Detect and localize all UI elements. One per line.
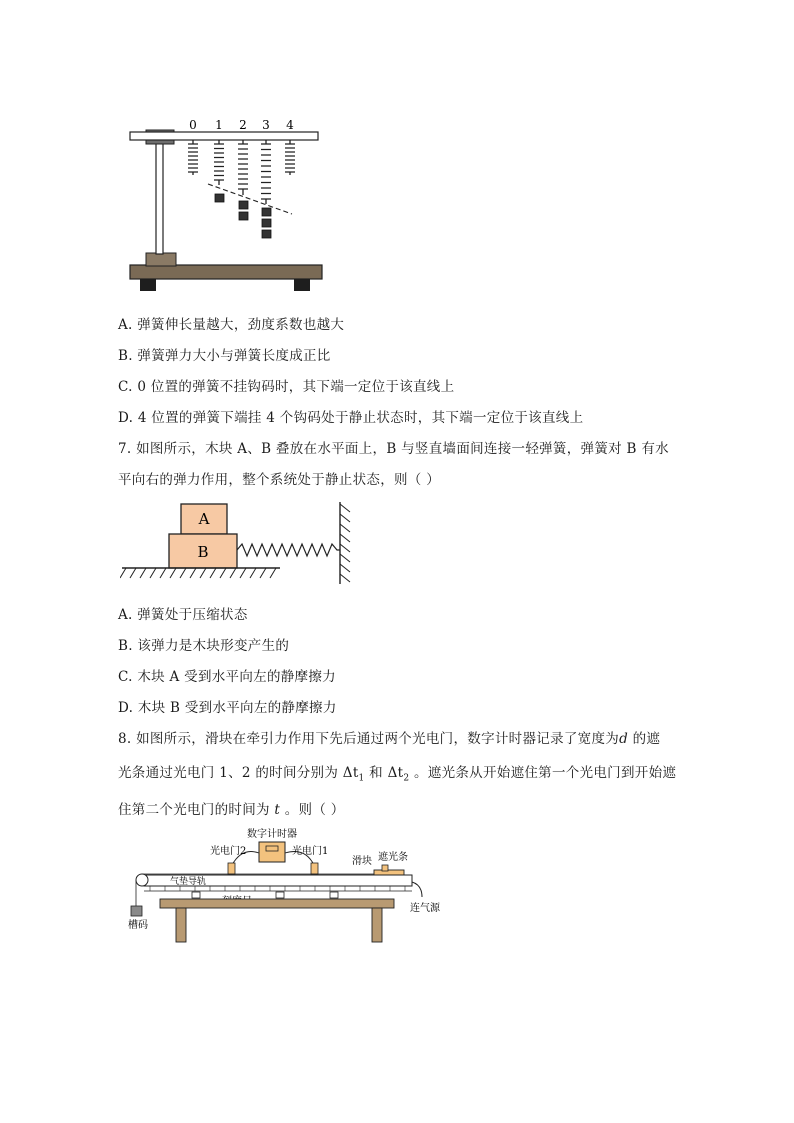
q6-option-c: C. 0 位置的弹簧不挂钩码时，其下端一定位于该直线上: [118, 379, 455, 395]
spring-2: [238, 140, 248, 195]
pulley: [136, 874, 148, 886]
light-gate-2: [228, 863, 235, 874]
table-top: [160, 899, 394, 908]
digital-timer: [259, 842, 285, 862]
block-b-label: B: [197, 543, 209, 561]
position-label: 0: [189, 118, 197, 132]
symbol-delta-t1: $\Delta t_1$: [342, 765, 365, 784]
symbol-d: d: [619, 731, 629, 747]
air-track-svg: [120, 825, 450, 947]
position-label: 1: [215, 118, 223, 132]
q8-stem-line3: 住第二个光电门的时间为 t 。则（ ）: [118, 802, 345, 818]
q7-option-c: C. 木块 A 受到水平向左的静摩擦力: [118, 669, 336, 685]
hook-weight: [239, 212, 248, 220]
hook-weight: [262, 208, 271, 216]
blocks-spring-svg: [120, 500, 360, 586]
q6-option-d: D. 4 位置的弹簧下端挂 4 个钩码处于静止状态时，其下端一定位于该直线上: [118, 410, 584, 426]
blocks-spring-figure: [120, 500, 360, 586]
hook-weight: [215, 194, 224, 202]
stand-crossbar: [130, 132, 318, 140]
gate1-label: 光电门1: [292, 846, 329, 857]
light-strip-label: 遮光条: [378, 852, 408, 863]
position-label: 2: [239, 118, 247, 132]
hanging-weight: [131, 906, 142, 916]
spring-3: [261, 140, 271, 204]
gate2-label: 光电门2: [210, 846, 247, 857]
air-track-label: 气垫导轨: [170, 877, 207, 887]
hook-weight: [262, 219, 271, 227]
q7-option-b: B. 该弹力是木块形变产生的: [118, 638, 290, 654]
spring-0: [188, 140, 198, 175]
hook-weight: [239, 201, 248, 209]
q7-option-a: A. 弹簧处于压缩状态: [118, 607, 248, 623]
q8-stem-line2: 光条通过光电门 1、2 的时间分别为 $\Delta t_1$ 和 $\Delta t_2$ 。遮光条从开始遮住第一个光电门到开始遮: [118, 765, 677, 784]
symbol-t: t: [274, 802, 281, 818]
q6-option-b: B. 弹簧弹力大小与弹簧长度成正比: [118, 348, 331, 364]
q8-stem-line1: 8. 如图所示，滑块在牵引力作用下先后通过两个光电门，数字计时器记录了宽度为d 的遮: [118, 731, 661, 747]
air-track-figure: [120, 825, 450, 947]
position-label: 3: [262, 118, 270, 132]
q7-option-d: D. 木块 B 受到水平向左的静摩擦力: [118, 700, 337, 716]
q7-stem-line1: 7. 如图所示，木块 A、B 叠放在水平面上，B 与竖直墙面间连接一轻弹簧，弹簧对 B 有水: [118, 441, 669, 457]
q7-stem-line2: 平向右的弹力作用，整个系统处于静止状态，则（ ）: [118, 472, 440, 488]
horizontal-spring: [237, 544, 340, 556]
spring-1: [214, 140, 224, 185]
symbol-delta-t2: $\Delta t_2$: [387, 765, 410, 784]
weight-label: 槽码: [128, 920, 148, 931]
air-source-label: 连气源: [410, 903, 440, 914]
spring-stand-figure: [120, 112, 340, 297]
slider-label: 滑块: [352, 856, 372, 867]
light-gate-1: [311, 863, 318, 874]
hook-weight: [262, 230, 271, 238]
stand-base: [130, 265, 322, 279]
stand-pole: [156, 132, 163, 254]
q6-option-a: A. 弹簧伸长量越大，劲度系数也越大: [118, 317, 345, 333]
timer-label: 数字计时器: [247, 829, 297, 840]
block-a-label: A: [198, 510, 210, 528]
position-label: 4: [286, 118, 294, 132]
spring-4: [285, 140, 295, 175]
